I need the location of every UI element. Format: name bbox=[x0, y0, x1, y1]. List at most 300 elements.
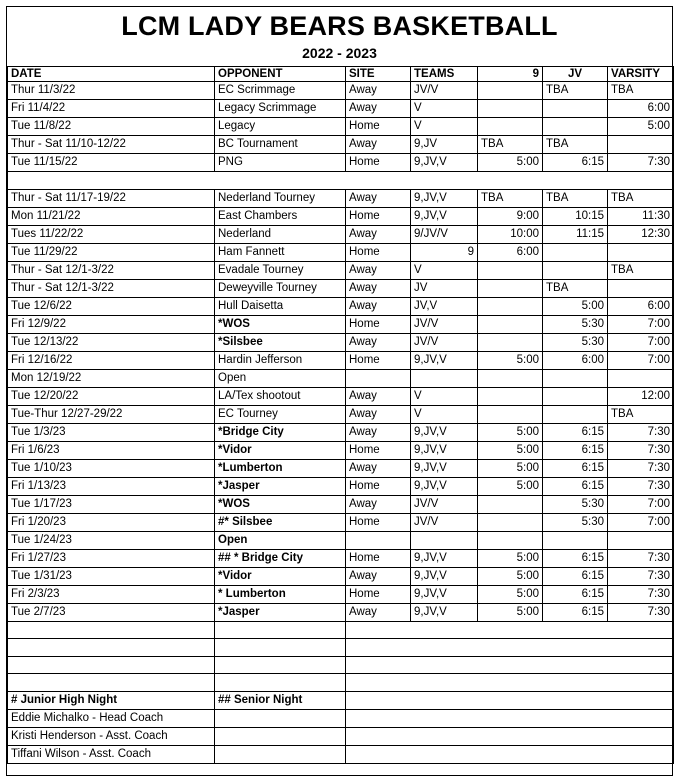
cell-site: Away bbox=[346, 100, 411, 118]
blank-cell bbox=[478, 745, 543, 763]
cell-varsity bbox=[608, 172, 674, 190]
blank-cell bbox=[8, 674, 215, 692]
blank-cell bbox=[215, 709, 346, 727]
coach-row bbox=[8, 745, 674, 763]
cell-site: Home bbox=[346, 513, 411, 531]
cell-varsity: TBA bbox=[608, 82, 674, 100]
cell-site bbox=[346, 369, 411, 387]
cell-9 bbox=[478, 118, 543, 136]
cell-teams: 9 bbox=[411, 243, 478, 261]
cell-teams: JV/V bbox=[411, 513, 478, 531]
cell-site: Away bbox=[346, 387, 411, 405]
blank-row bbox=[8, 674, 674, 692]
cell-teams: 9/JV/V bbox=[411, 225, 478, 243]
blank-cell bbox=[478, 656, 543, 674]
cell-teams: JV bbox=[411, 279, 478, 297]
cell-9 bbox=[478, 172, 543, 190]
cell-opponent: Hull Daisetta bbox=[215, 297, 346, 315]
cell-jv: 5:30 bbox=[543, 333, 608, 351]
blank-cell bbox=[543, 621, 608, 639]
cell-jv bbox=[543, 100, 608, 118]
cell-opponent: Open bbox=[215, 531, 346, 549]
cell-9 bbox=[478, 100, 543, 118]
blank-cell bbox=[8, 621, 215, 639]
cell-date: Mon 11/21/22 bbox=[8, 207, 215, 225]
cell-9 bbox=[478, 495, 543, 513]
blank-cell bbox=[478, 621, 543, 639]
cell-teams: JV/V bbox=[411, 315, 478, 333]
cell-varsity: 7:30 bbox=[608, 549, 674, 567]
cell-jv: 5:30 bbox=[543, 315, 608, 333]
blank-cell bbox=[215, 656, 346, 674]
cell-site: Home bbox=[346, 315, 411, 333]
cell-date: Thur - Sat 11/17-19/22 bbox=[8, 189, 215, 207]
cell-9: 5:00 bbox=[478, 441, 543, 459]
cell-date: Fri 11/4/22 bbox=[8, 100, 215, 118]
cell-jv bbox=[543, 387, 608, 405]
cell-teams: JV/V bbox=[411, 495, 478, 513]
cell-9 bbox=[478, 315, 543, 333]
cell-site: Away bbox=[346, 279, 411, 297]
cell-varsity: 6:00 bbox=[608, 297, 674, 315]
blank-cell bbox=[543, 674, 608, 692]
cell-date: Fri 2/3/23 bbox=[8, 585, 215, 603]
table-row bbox=[8, 82, 674, 100]
table-row bbox=[8, 189, 674, 207]
cell-site: Home bbox=[346, 207, 411, 225]
header-date: DATE bbox=[8, 67, 215, 82]
cell-jv bbox=[543, 172, 608, 190]
blank-cell bbox=[215, 745, 346, 763]
cell-jv: TBA bbox=[543, 136, 608, 154]
cell-teams: V bbox=[411, 405, 478, 423]
cell-varsity: 7:00 bbox=[608, 351, 674, 369]
blank-cell bbox=[543, 727, 608, 745]
blank-cell bbox=[608, 691, 674, 709]
blank-cell bbox=[478, 691, 543, 709]
cell-date: Fri 1/20/23 bbox=[8, 513, 215, 531]
cell-date: Tue 12/6/22 bbox=[8, 297, 215, 315]
cell-9 bbox=[478, 261, 543, 279]
cell-varsity: 7:30 bbox=[608, 423, 674, 441]
cell-varsity bbox=[608, 243, 674, 261]
cell-site bbox=[346, 172, 411, 190]
cell-opponent: *Silsbee bbox=[215, 333, 346, 351]
blank-cell bbox=[543, 691, 608, 709]
cell-site: Home bbox=[346, 118, 411, 136]
table-row bbox=[8, 495, 674, 513]
cell-teams: 9,JV,V bbox=[411, 423, 478, 441]
cell-date: Fri 1/6/23 bbox=[8, 441, 215, 459]
header-teams: TEAMS bbox=[411, 67, 478, 82]
cell-opponent: *WOS bbox=[215, 315, 346, 333]
cell-9 bbox=[478, 279, 543, 297]
blank-cell bbox=[543, 709, 608, 727]
cell-opponent: ## * Bridge City bbox=[215, 549, 346, 567]
header-jv: JV bbox=[543, 67, 608, 82]
blank-cell bbox=[346, 674, 411, 692]
table-row bbox=[8, 531, 674, 549]
cell-9: 6:00 bbox=[478, 243, 543, 261]
cell-jv: 6:15 bbox=[543, 477, 608, 495]
cell-jv bbox=[543, 405, 608, 423]
cell-site: Away bbox=[346, 423, 411, 441]
cell-site bbox=[346, 531, 411, 549]
cell-teams: 9,JV bbox=[411, 136, 478, 154]
cell-site: Away bbox=[346, 261, 411, 279]
blank-cell bbox=[346, 621, 411, 639]
cell-varsity: TBA bbox=[608, 261, 674, 279]
cell-9: 5:00 bbox=[478, 567, 543, 585]
cell-opponent: EC Scrimmage bbox=[215, 82, 346, 100]
blank-cell bbox=[346, 691, 411, 709]
coach-name: Eddie Michalko - Head Coach bbox=[8, 709, 215, 727]
senior-night-note: ## Senior Night bbox=[215, 691, 346, 709]
table-row bbox=[8, 459, 674, 477]
cell-varsity: 7:30 bbox=[608, 585, 674, 603]
cell-jv: TBA bbox=[543, 279, 608, 297]
cell-9: 5:00 bbox=[478, 549, 543, 567]
cell-varsity: 7:30 bbox=[608, 477, 674, 495]
cell-varsity: 7:00 bbox=[608, 495, 674, 513]
table-row bbox=[8, 207, 674, 225]
cell-opponent: EC Tourney bbox=[215, 405, 346, 423]
cell-jv: 5:30 bbox=[543, 495, 608, 513]
blank-cell bbox=[215, 674, 346, 692]
table-row bbox=[8, 154, 674, 172]
cell-jv: 6:15 bbox=[543, 154, 608, 172]
cell-varsity: 12:00 bbox=[608, 387, 674, 405]
cell-varsity: 7:30 bbox=[608, 603, 674, 621]
table-row bbox=[8, 585, 674, 603]
table-row bbox=[8, 333, 674, 351]
blank-cell bbox=[346, 639, 411, 657]
cell-teams: V bbox=[411, 387, 478, 405]
blank-cell bbox=[215, 727, 346, 745]
cell-opponent: Legacy bbox=[215, 118, 346, 136]
junior-high-night-note: # Junior High Night bbox=[8, 691, 215, 709]
cell-opponent: *Jasper bbox=[215, 477, 346, 495]
blank-cell bbox=[608, 745, 674, 763]
cell-teams: 9,JV,V bbox=[411, 351, 478, 369]
cell-jv: 6:15 bbox=[543, 603, 608, 621]
cell-opponent: Nederland bbox=[215, 225, 346, 243]
blank-cell bbox=[608, 639, 674, 657]
coach-name: Kristi Henderson - Asst. Coach bbox=[8, 727, 215, 745]
cell-date: Fri 1/27/23 bbox=[8, 549, 215, 567]
table-row bbox=[8, 172, 674, 190]
cell-date: Fri 12/16/22 bbox=[8, 351, 215, 369]
table-row bbox=[8, 243, 674, 261]
cell-varsity: 12:30 bbox=[608, 225, 674, 243]
table-row bbox=[8, 279, 674, 297]
cell-jv bbox=[543, 118, 608, 136]
cell-site: Away bbox=[346, 459, 411, 477]
cell-opponent: LA/Tex shootout bbox=[215, 387, 346, 405]
cell-date: Tue 1/31/23 bbox=[8, 567, 215, 585]
blank-cell bbox=[215, 621, 346, 639]
cell-opponent: *Vidor bbox=[215, 567, 346, 585]
cell-teams: 9,JV,V bbox=[411, 207, 478, 225]
cell-site: Away bbox=[346, 225, 411, 243]
cell-teams: V bbox=[411, 261, 478, 279]
table-row bbox=[8, 315, 674, 333]
cell-site: Away bbox=[346, 603, 411, 621]
cell-9 bbox=[478, 297, 543, 315]
schedule-sheet bbox=[6, 6, 673, 776]
cell-9: 10:00 bbox=[478, 225, 543, 243]
cell-site: Home bbox=[346, 351, 411, 369]
cell-jv: 6:15 bbox=[543, 567, 608, 585]
cell-date: Mon 12/19/22 bbox=[8, 369, 215, 387]
blank-cell bbox=[411, 621, 478, 639]
coach-row bbox=[8, 709, 674, 727]
cell-jv: 6:00 bbox=[543, 351, 608, 369]
table-row bbox=[8, 387, 674, 405]
cell-date: Tue 1/17/23 bbox=[8, 495, 215, 513]
cell-jv: 6:15 bbox=[543, 441, 608, 459]
cell-opponent: *Bridge City bbox=[215, 423, 346, 441]
cell-varsity bbox=[608, 136, 674, 154]
cell-9 bbox=[478, 369, 543, 387]
blank-row bbox=[8, 639, 674, 657]
cell-date: Tues 11/22/22 bbox=[8, 225, 215, 243]
season-label: 2022 - 2023 bbox=[302, 45, 377, 61]
cell-jv bbox=[543, 531, 608, 549]
blank-cell bbox=[411, 745, 478, 763]
cell-site: Away bbox=[346, 405, 411, 423]
cell-jv bbox=[543, 243, 608, 261]
blank-cell bbox=[346, 709, 411, 727]
cell-opponent: *WOS bbox=[215, 495, 346, 513]
blank-cell bbox=[608, 621, 674, 639]
blank-cell bbox=[478, 639, 543, 657]
cell-opponent: Nederland Tourney bbox=[215, 189, 346, 207]
blank-cell bbox=[608, 709, 674, 727]
cell-opponent: Hardin Jefferson bbox=[215, 351, 346, 369]
cell-varsity bbox=[608, 279, 674, 297]
cell-opponent: #* Silsbee bbox=[215, 513, 346, 531]
cell-varsity: 11:30 bbox=[608, 207, 674, 225]
cell-site: Away bbox=[346, 82, 411, 100]
cell-teams: V bbox=[411, 118, 478, 136]
cell-varsity: TBA bbox=[608, 405, 674, 423]
cell-teams bbox=[411, 369, 478, 387]
cell-opponent: PNG bbox=[215, 154, 346, 172]
cell-9: 5:00 bbox=[478, 459, 543, 477]
cell-jv: TBA bbox=[543, 82, 608, 100]
cell-varsity: 7:30 bbox=[608, 567, 674, 585]
blank-cell bbox=[346, 727, 411, 745]
cell-9: 9:00 bbox=[478, 207, 543, 225]
blank-cell bbox=[411, 691, 478, 709]
blank-cell bbox=[411, 639, 478, 657]
cell-opponent: BC Tournament bbox=[215, 136, 346, 154]
cell-jv: TBA bbox=[543, 189, 608, 207]
cell-9 bbox=[478, 513, 543, 531]
cell-date: Fri 12/9/22 bbox=[8, 315, 215, 333]
cell-date: Tue 11/15/22 bbox=[8, 154, 215, 172]
blank-cell bbox=[478, 727, 543, 745]
blank-cell bbox=[543, 745, 608, 763]
cell-jv: 5:30 bbox=[543, 513, 608, 531]
blank-cell bbox=[411, 727, 478, 745]
cell-teams: 9,JV,V bbox=[411, 154, 478, 172]
cell-date: Tue 12/20/22 bbox=[8, 387, 215, 405]
blank-cell bbox=[608, 674, 674, 692]
cell-varsity bbox=[608, 369, 674, 387]
cell-date: Thur - Sat 11/10-12/22 bbox=[8, 136, 215, 154]
header-9: 9 bbox=[478, 67, 543, 82]
table-row bbox=[8, 441, 674, 459]
cell-teams: 9,JV,V bbox=[411, 459, 478, 477]
cell-varsity: 7:30 bbox=[608, 441, 674, 459]
blank-cell bbox=[608, 727, 674, 745]
blank-cell bbox=[478, 709, 543, 727]
cell-teams: 9,JV,V bbox=[411, 585, 478, 603]
table-row bbox=[8, 405, 674, 423]
blank-cell bbox=[411, 674, 478, 692]
schedule-body bbox=[8, 67, 674, 764]
cell-varsity: 7:00 bbox=[608, 315, 674, 333]
table-row bbox=[8, 477, 674, 495]
cell-9 bbox=[478, 405, 543, 423]
cell-9: TBA bbox=[478, 136, 543, 154]
blank-cell bbox=[543, 656, 608, 674]
page-title: LCM LADY BEARS BASKETBALL bbox=[121, 11, 558, 41]
cell-opponent: *Lumberton bbox=[215, 459, 346, 477]
table-row bbox=[8, 549, 674, 567]
cell-site: Away bbox=[346, 495, 411, 513]
legend-row bbox=[8, 691, 674, 709]
cell-9: TBA bbox=[478, 189, 543, 207]
table-row bbox=[8, 297, 674, 315]
table-row bbox=[8, 136, 674, 154]
cell-date: Thur 11/3/22 bbox=[8, 82, 215, 100]
cell-opponent bbox=[215, 172, 346, 190]
cell-date: Tue 12/13/22 bbox=[8, 333, 215, 351]
cell-opponent: Ham Fannett bbox=[215, 243, 346, 261]
header-row bbox=[8, 67, 674, 82]
cell-teams: 9,JV,V bbox=[411, 603, 478, 621]
blank-cell bbox=[543, 639, 608, 657]
cell-date: Thur - Sat 12/1-3/22 bbox=[8, 261, 215, 279]
cell-9: 5:00 bbox=[478, 603, 543, 621]
cell-site: Home bbox=[346, 154, 411, 172]
blank-cell bbox=[8, 656, 215, 674]
cell-date: Tue-Thur 12/27-29/22 bbox=[8, 405, 215, 423]
table-row bbox=[8, 567, 674, 585]
cell-jv: 6:15 bbox=[543, 585, 608, 603]
cell-varsity: 5:00 bbox=[608, 118, 674, 136]
cell-date: Thur - Sat 12/1-3/22 bbox=[8, 279, 215, 297]
table-row bbox=[8, 261, 674, 279]
cell-teams: JV,V bbox=[411, 297, 478, 315]
table-row bbox=[8, 513, 674, 531]
cell-opponent: * Lumberton bbox=[215, 585, 346, 603]
cell-date: Tue 1/3/23 bbox=[8, 423, 215, 441]
blank-cell bbox=[411, 709, 478, 727]
table-row bbox=[8, 118, 674, 136]
cell-teams: 9,JV,V bbox=[411, 567, 478, 585]
cell-opponent: *Jasper bbox=[215, 603, 346, 621]
cell-site: Away bbox=[346, 136, 411, 154]
blank-cell bbox=[346, 745, 411, 763]
cell-opponent: Deweyville Tourney bbox=[215, 279, 346, 297]
coach-row bbox=[8, 727, 674, 745]
blank-row bbox=[8, 656, 674, 674]
cell-date: Fri 1/13/23 bbox=[8, 477, 215, 495]
cell-opponent: *Vidor bbox=[215, 441, 346, 459]
cell-teams: 9,JV,V bbox=[411, 441, 478, 459]
cell-opponent: Evadale Tourney bbox=[215, 261, 346, 279]
blank-row bbox=[8, 621, 674, 639]
schedule-table bbox=[7, 66, 674, 764]
blank-cell bbox=[8, 639, 215, 657]
cell-varsity bbox=[608, 531, 674, 549]
cell-date: Tue 11/8/22 bbox=[8, 118, 215, 136]
cell-jv bbox=[543, 261, 608, 279]
table-row bbox=[8, 100, 674, 118]
cell-teams: JV/V bbox=[411, 82, 478, 100]
cell-site: Away bbox=[346, 189, 411, 207]
cell-opponent: Legacy Scrimmage bbox=[215, 100, 346, 118]
cell-teams bbox=[411, 172, 478, 190]
blank-cell bbox=[608, 656, 674, 674]
cell-teams: JV/V bbox=[411, 333, 478, 351]
blank-cell bbox=[346, 656, 411, 674]
cell-opponent: Open bbox=[215, 369, 346, 387]
table-row bbox=[8, 423, 674, 441]
cell-site: Home bbox=[346, 477, 411, 495]
coach-name: Tiffani Wilson - Asst. Coach bbox=[8, 745, 215, 763]
cell-9 bbox=[478, 531, 543, 549]
cell-site: Away bbox=[346, 297, 411, 315]
table-row bbox=[8, 603, 674, 621]
cell-date: Tue 1/10/23 bbox=[8, 459, 215, 477]
cell-teams: 9,JV,V bbox=[411, 549, 478, 567]
cell-varsity: 7:00 bbox=[608, 333, 674, 351]
cell-9 bbox=[478, 333, 543, 351]
cell-jv: 11:15 bbox=[543, 225, 608, 243]
cell-site: Home bbox=[346, 243, 411, 261]
header-site: SITE bbox=[346, 67, 411, 82]
cell-site: Home bbox=[346, 585, 411, 603]
cell-teams bbox=[411, 531, 478, 549]
cell-date: Tue 2/7/23 bbox=[8, 603, 215, 621]
cell-9: 5:00 bbox=[478, 477, 543, 495]
header-varsity: VARSITY bbox=[608, 67, 674, 82]
cell-teams: 9,JV,V bbox=[411, 477, 478, 495]
cell-9: 5:00 bbox=[478, 154, 543, 172]
cell-jv: 10:15 bbox=[543, 207, 608, 225]
cell-date: Tue 11/29/22 bbox=[8, 243, 215, 261]
cell-date bbox=[8, 172, 215, 190]
table-row bbox=[8, 369, 674, 387]
cell-site: Away bbox=[346, 567, 411, 585]
cell-varsity: TBA bbox=[608, 189, 674, 207]
cell-varsity: 7:30 bbox=[608, 154, 674, 172]
cell-opponent: East Chambers bbox=[215, 207, 346, 225]
cell-date: Tue 1/24/23 bbox=[8, 531, 215, 549]
cell-varsity: 7:30 bbox=[608, 459, 674, 477]
blank-cell bbox=[478, 674, 543, 692]
cell-jv bbox=[543, 369, 608, 387]
blank-cell bbox=[215, 639, 346, 657]
cell-9: 5:00 bbox=[478, 423, 543, 441]
blank-cell bbox=[411, 656, 478, 674]
cell-9: 5:00 bbox=[478, 351, 543, 369]
